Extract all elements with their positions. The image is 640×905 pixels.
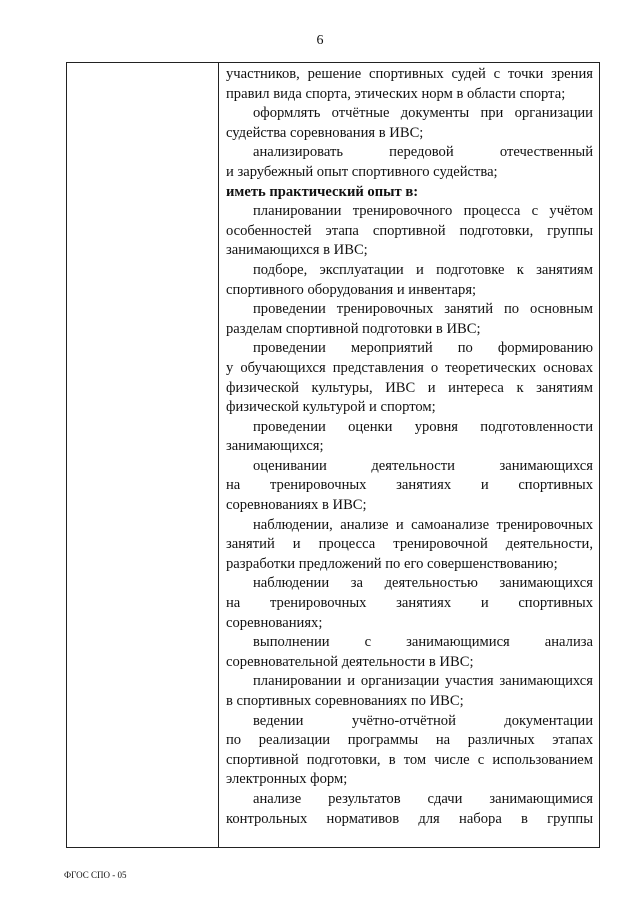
- text-line: физической культуры, ИВС и интереса к занятиям: [226, 379, 593, 396]
- text-line: проведении мероприятий по формированию: [253, 340, 593, 357]
- text-line: физической культурой и спортом;: [226, 399, 436, 416]
- text-line: на тренировочных занятиях и спортивных: [226, 477, 593, 494]
- text-line: анализировать передовой отечественный: [253, 144, 593, 161]
- text-line: наблюдении за деятельностью занимающихся: [253, 575, 593, 592]
- text-line: участников, решение спортивных судей с точки зрения: [226, 66, 593, 82]
- text-line: занимающихся;: [226, 438, 324, 455]
- text-line: разделам спортивной подготовки в ИВС;: [226, 320, 481, 337]
- text-line: в спортивных соревнованиях по ИВС;: [226, 693, 464, 709]
- document-table: [66, 62, 600, 848]
- section-heading: иметь практический опыт в:: [226, 183, 419, 200]
- text-line: разработки предложений по его совершенствованию;: [226, 555, 558, 572]
- text-line: соревнованиях;: [226, 614, 323, 631]
- table-right-column: [219, 63, 599, 847]
- text-line: оформлять отчётные документы при организации: [253, 105, 593, 122]
- text-line: подборе, эксплуатации и подготовке к занятиям: [253, 261, 593, 278]
- text-line: по реализации программы на различных этапах: [226, 732, 593, 749]
- text-line: контрольных нормативов для набора в группы: [226, 810, 593, 827]
- page-number: 6: [316, 33, 324, 48]
- text-line: соревновательной деятельности в ИВС;: [226, 653, 474, 670]
- text-line: спортивного оборудования и инвентаря;: [226, 281, 477, 298]
- text-line: проведении тренировочных занятий по основным: [253, 301, 593, 318]
- text-line: на тренировочных занятиях и спортивных: [226, 595, 593, 612]
- text-line: планировании и организации участия занимающихся: [253, 673, 593, 690]
- text-line: соревнованиях в ИВС;: [226, 497, 367, 514]
- footer-code: ФГОС СПО - 05: [64, 870, 127, 880]
- text-line: занимающихся в ИВС;: [226, 242, 368, 259]
- text-line: особенностей этапа спортивной подготовки, группы: [226, 222, 593, 239]
- text-line: занятий и процесса тренировочной деятельности,: [226, 536, 593, 553]
- text-line: анализе результатов сдачи занимающимися: [253, 790, 593, 807]
- text-line: оценивании деятельности занимающихся: [253, 457, 593, 474]
- text-line: электронных форм;: [226, 771, 348, 788]
- text-line: планировании тренировочного процесса с учётом: [253, 203, 593, 220]
- text-line: проведении оценки уровня подготовленности: [253, 418, 593, 435]
- text-line: правил вида спорта, этических норм в области спорта;: [226, 85, 566, 102]
- table-left-column: [67, 63, 219, 847]
- text-line: ведении учётно-отчётной документации: [253, 712, 593, 729]
- text-line: выполнении с занимающимися анализа: [253, 634, 593, 651]
- text-line: и зарубежный опыт спортивного судейства;: [226, 163, 498, 180]
- text-line: судейства соревнования в ИВС;: [226, 124, 424, 141]
- text-line: у обучающихся представления о теоретических основах: [226, 359, 593, 376]
- text-line: наблюдении, анализе и самоанализе тренировочных: [253, 516, 593, 533]
- text-line: спортивной подготовки, в том числе с использованием: [226, 751, 593, 768]
